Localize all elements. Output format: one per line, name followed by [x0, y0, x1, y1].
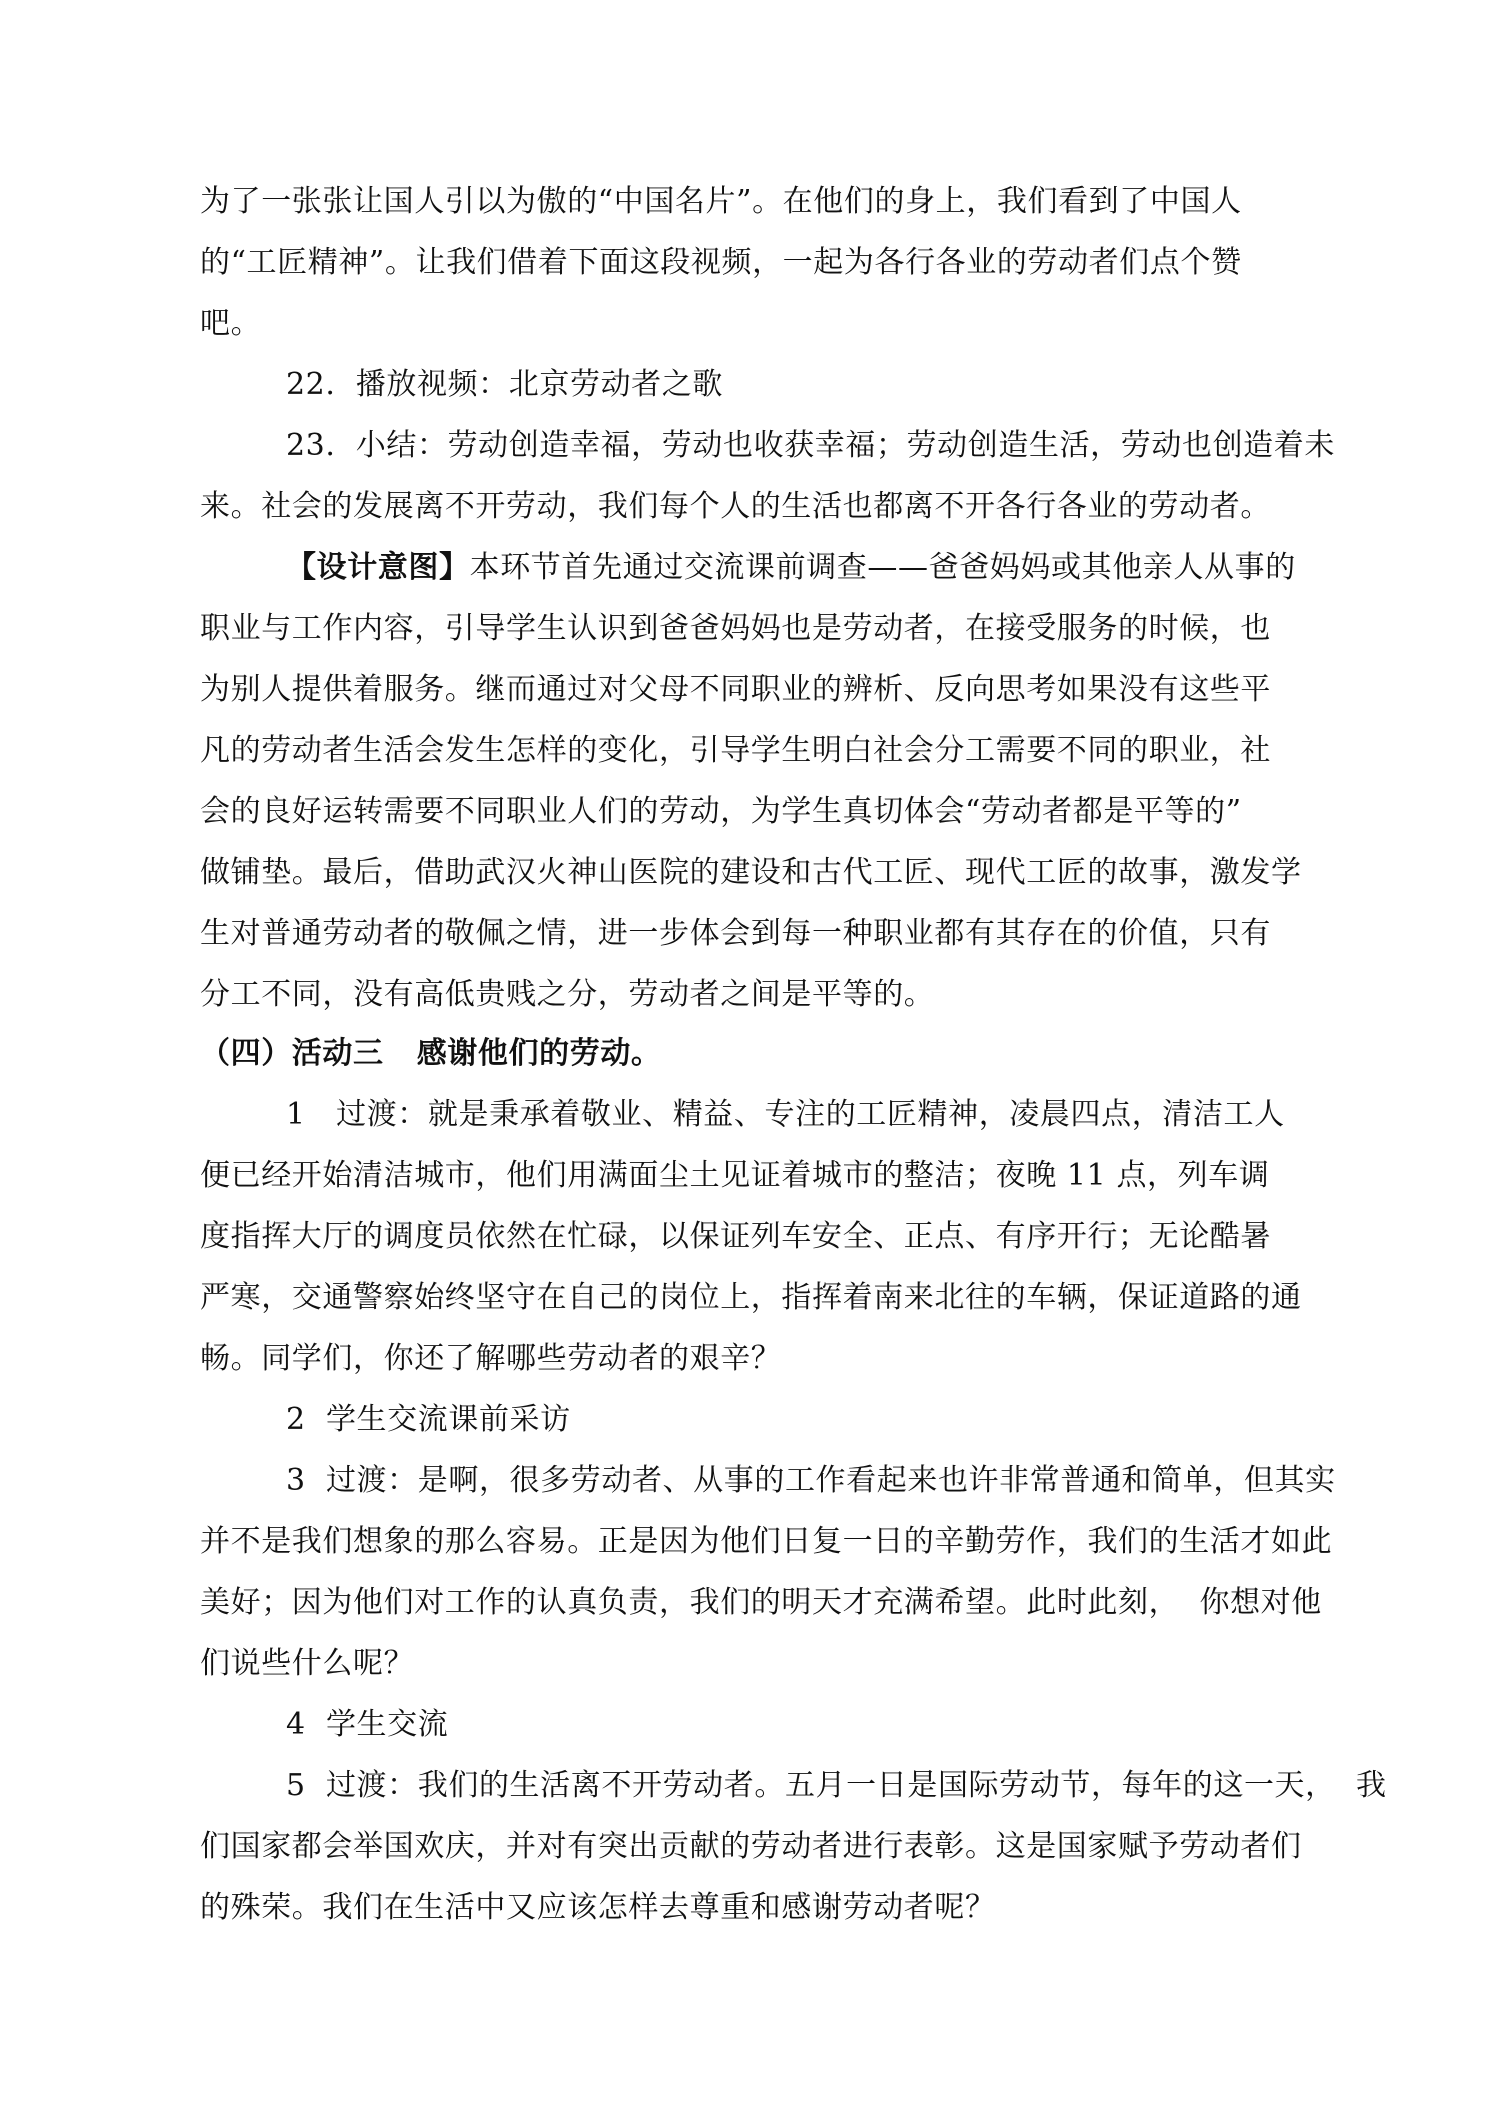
paragraph-line: 们国家都会举国欢庆，并对有突出贡献的劳动者进行表彰。这是国家赋予劳动者们 — [200, 1829, 1302, 1864]
paragraph-line: 2 学生交流课前采访 — [286, 1402, 571, 1437]
paragraph-line: 5 过渡：我们的生活离不开劳动者。五月一日是国际劳动节，每年的这一天， 我 — [286, 1768, 1387, 1803]
design-intent-text: 本环节首先通过交流课前调查——爸爸妈妈或其他亲人从事的 — [469, 550, 1296, 585]
paragraph-line: 4 学生交流 — [286, 1707, 449, 1742]
paragraph-line: 便已经开始清洁城市，他们用满面尘土见证着城市的整洁；夜晚 11 点，列车调 — [200, 1158, 1270, 1193]
paragraph-line: 3 过渡：是啊，很多劳动者、从事的工作看起来也许非常普通和简单，但其实 — [286, 1463, 1336, 1498]
design-intent-line: 做铺垫。最后，借助武汉火神山医院的建设和古代工匠、现代工匠的故事，激发学 — [200, 855, 1302, 890]
paragraph-line: 并不是我们想象的那么容易。正是因为他们日复一日的辛勤劳作，我们的生活才如此 — [200, 1524, 1333, 1559]
paragraph-line: 的“工匠精神”。让我们借着下面这段视频，一起为各行各业的劳动者们点个赞 — [200, 245, 1242, 280]
paragraph-line: 严寒，交通警察始终坚守在自己的岗位上，指挥着南来北往的车辆，保证道路的通 — [200, 1280, 1302, 1315]
design-intent-line: 职业与工作内容，引导学生认识到爸爸妈妈也是劳动者，在接受服务的时候，也 — [200, 611, 1271, 646]
paragraph-line: 23. 小结：劳动创造幸福，劳动也收获幸福；劳动创造生活，劳动也创造着未 — [286, 428, 1335, 463]
paragraph-line: 美好；因为他们对工作的认真负责，我们的明天才充满希望。此时此刻， 你想对他 — [200, 1585, 1322, 1620]
paragraph-line: 度指挥大厅的调度员依然在忙碌，以保证列车安全、正点、有序开行；无论酷暑 — [200, 1219, 1271, 1254]
design-intent-line: 会的良好运转需要不同职业人们的劳动，为学生真切体会“劳动者都是平等的” — [200, 794, 1242, 829]
paragraph-line: 22. 播放视频：北京劳动者之歌 — [286, 367, 723, 402]
design-intent-label: 【设计意图】 — [286, 550, 470, 585]
design-intent-line: 凡的劳动者生活会发生怎样的变化，引导学生明白社会分工需要不同的职业，社 — [200, 733, 1271, 768]
design-intent-line: 为别人提供着服务。继而通过对父母不同职业的辨析、反向思考如果没有这些平 — [200, 672, 1271, 707]
section-heading: （四）活动三 感谢他们的劳动。 — [200, 1036, 662, 1071]
paragraph-line: 们说些什么呢？ — [200, 1646, 415, 1681]
paragraph-line: 来。社会的发展离不开劳动，我们每个人的生活也都离不开各行各业的劳动者。 — [200, 489, 1271, 524]
design-intent-line — [286, 549, 1296, 587]
paragraph-line: 为了一张张让国人引以为傲的“中国名片”。在他们的身上，我们看到了中国人 — [200, 184, 1242, 219]
paragraph-line: 吧。 — [200, 306, 262, 341]
design-intent-line: 分工不同，没有高低贵贱之分，劳动者之间是平等的。 — [200, 977, 935, 1012]
paragraph-line: 的殊荣。我们在生活中又应该怎样去尊重和感谢劳动者呢？ — [200, 1890, 996, 1925]
paragraph-line: 畅。同学们，你还了解哪些劳动者的艰辛？ — [200, 1341, 782, 1376]
paragraph-line: 1 过渡：就是秉承着敬业、精益、专注的工匠精神，凌晨四点，清洁工人 — [286, 1097, 1285, 1132]
design-intent-line: 生对普通劳动者的敬佩之情，进一步体会到每一种职业都有其存在的价值，只有 — [200, 916, 1271, 951]
